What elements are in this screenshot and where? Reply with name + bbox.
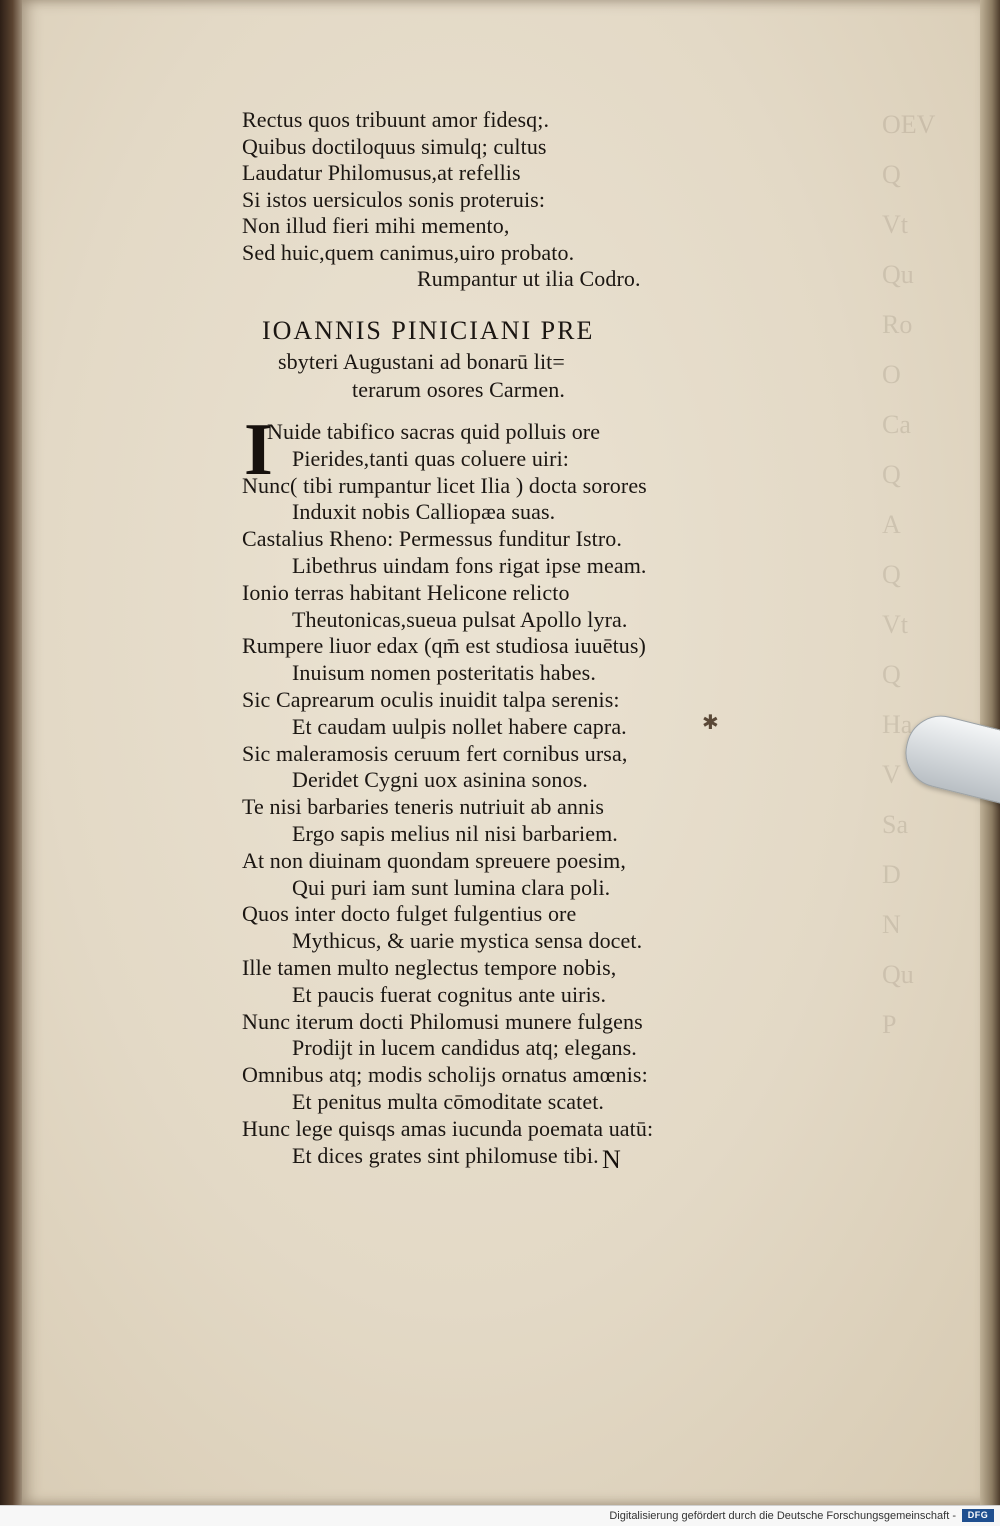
verse-line: Theutonicas,sueua pulsat Apollo lyra. [292, 606, 628, 632]
verse-line: Qui puri iam sunt lumina clara poli. [292, 874, 611, 900]
verse-line: Et paucis fuerat cognitus ante uiris. [292, 981, 607, 1007]
heading-line-3: terarum osores Carmen. [352, 377, 565, 402]
verse-line: Quos inter docto fulget fulgentius ore [242, 901, 577, 927]
verse-line: Sic Caprearum oculis inuidit talpa serenis: [242, 686, 620, 712]
poem-heading [236, 314, 666, 404]
verse-line: Te nisi barbaries teneris nutriuit ab annis [242, 794, 604, 820]
verse-line: Inuisum nomen posteritatis habes. [292, 660, 596, 686]
heading-line-1: IOANNIS PINICIANI PRE [262, 316, 595, 345]
verse-line: Sic maleramosis ceruum fert cornibus ursa, [242, 740, 628, 766]
verse-line: Ille tamen multo neglectus tempore nobis, [242, 954, 617, 980]
verse-line: Sed huic,quem canimus,uiro probato. [242, 239, 575, 265]
verse-line: Omnibus atq; modis scholijs ornatus amœnis: [242, 1062, 648, 1088]
verse-line: Et dices grates sint philomuse tibi. [292, 1142, 599, 1168]
verse-line: Deridet Cygni uox asinina sonos. [292, 767, 588, 793]
drop-initial: I [244, 409, 273, 491]
verse-line: Et caudam uulpis nollet habere capra. [292, 713, 627, 739]
verse-line: Si istos uersiculos sonis proteruis: [242, 186, 546, 212]
ink-blot: ✱ [702, 712, 719, 734]
dfg-logo: DFG [962, 1509, 994, 1522]
verse-line: At non diuinam quondam spreuere poesim, [242, 847, 626, 873]
verse-line: Quibus doctiloquus simulq; cultus [242, 133, 547, 159]
verse-line: Rumpere liuor edax (qm̄ est studiosa iuuētus) [242, 633, 646, 659]
funding-notice: Digitalisierung gefördert durch die Deutsche Forschungsgemeinschaft - [609, 1510, 956, 1522]
verse-line: Rectus quos tribuunt amor fidesq;. [242, 107, 550, 132]
verse-line: Libethrus uindam fons rigat ipse meam. [292, 552, 647, 578]
verse-line: Et penitus multa cōmoditate scatet. [292, 1088, 605, 1114]
verse-line: Mythicus, & uarie mystica sensa docet. [292, 928, 643, 954]
verse-line: Non illud fieri mihi memento, [242, 213, 510, 238]
verse-line: Laudatur Philomusus,at refellis [242, 160, 521, 185]
verse-line: Ionio terras habitant Helicone relicto [242, 579, 570, 605]
verse-line: Castalius Rheno: Permessus funditur Istro. [242, 526, 623, 552]
verse-line: Induxit nobis Calliopæa suas. [292, 499, 556, 525]
heading-line-2: sbyteri Augustani ad bonarū lit= [278, 349, 565, 374]
verse-line: Hunc lege quisqs amas iucunda poemata uatū: [242, 1115, 654, 1141]
verse-line: Pierides,tanti quas coluere uiri: [292, 445, 569, 471]
verse-line: Nuide tabifico sacras quid polluis ore [267, 419, 601, 444]
verse-line: Nunc( tibi rumpantur licet Ilia ) docta sorores [242, 472, 647, 498]
verse-line-closing: Rumpantur ut ilia Codro. [417, 266, 641, 291]
footer-bar [0, 1505, 1000, 1526]
verse-line: Nunc iterum docti Philomusi munere fulgens [242, 1008, 643, 1034]
verse-line: Ergo sapis melius nil nisi barbariem. [292, 820, 618, 846]
show-through-text: OEV Q Vt Qu Ro O Ca Q A Q Vt Q Ha V Sa D N Qu P [882, 110, 936, 1039]
catchword: N [602, 1145, 621, 1174]
verse-line: Prodijt in lucem candidus atq; elegans. [292, 1035, 637, 1061]
carmen-verses [242, 409, 654, 1169]
verse-block-1 [242, 107, 641, 293]
